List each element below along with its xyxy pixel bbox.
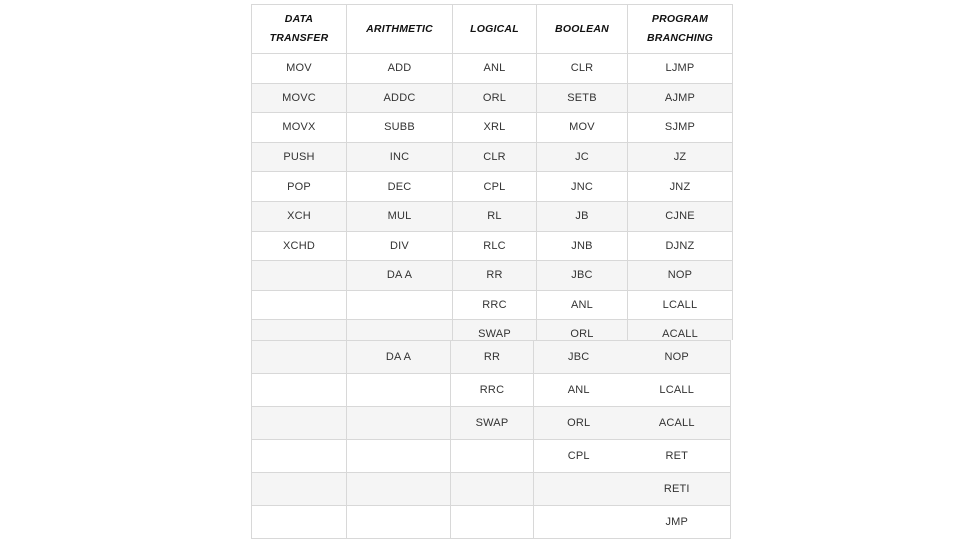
table-cell: JC bbox=[537, 142, 628, 172]
table-cell: RET bbox=[624, 440, 731, 473]
table-cell: RR bbox=[453, 261, 537, 291]
table-cell: INC bbox=[347, 142, 453, 172]
table-cell: AJMP bbox=[628, 83, 733, 113]
table-row bbox=[252, 320, 733, 340]
table-cell: RRC bbox=[451, 374, 534, 407]
table-cell bbox=[451, 473, 534, 506]
table-cell: ANL bbox=[534, 374, 624, 407]
table-cell: DA A bbox=[347, 341, 451, 374]
table-cell: RETI bbox=[624, 473, 731, 506]
table-cell: MOV bbox=[252, 54, 347, 84]
instruction-table-top bbox=[251, 4, 733, 340]
table-cell: CLR bbox=[537, 54, 628, 84]
table-cell: ADDC bbox=[347, 83, 453, 113]
table-cell: MOVX bbox=[252, 113, 347, 143]
table-row bbox=[252, 231, 733, 261]
table-cell bbox=[347, 290, 453, 320]
table-cell: JZ bbox=[628, 142, 733, 172]
table-row bbox=[252, 142, 733, 172]
table-row bbox=[252, 374, 731, 407]
table-cell bbox=[347, 407, 451, 440]
table-cell: MOV bbox=[537, 113, 628, 143]
table-cell: LCALL bbox=[628, 290, 733, 320]
table-cell: RR bbox=[451, 341, 534, 374]
table-cell: JBC bbox=[534, 341, 624, 374]
table-cell: DA A bbox=[347, 261, 453, 291]
table-row bbox=[252, 54, 733, 84]
table-row bbox=[252, 473, 731, 506]
table-row bbox=[252, 290, 733, 320]
table-cell bbox=[252, 506, 347, 539]
table-cell bbox=[252, 407, 347, 440]
table-row bbox=[252, 261, 733, 291]
table-cell: JBC bbox=[537, 261, 628, 291]
table-cell bbox=[347, 320, 453, 340]
header-row bbox=[252, 5, 733, 54]
table-cell: RRC bbox=[453, 290, 537, 320]
table-row bbox=[252, 113, 733, 143]
table-cell: CPL bbox=[534, 440, 624, 473]
header-arithmetic: ARITHMETIC bbox=[347, 5, 453, 54]
table-cell bbox=[252, 261, 347, 291]
table-cell: SJMP bbox=[628, 113, 733, 143]
table-cell: JNZ bbox=[628, 172, 733, 202]
header-data-transfer: DATA TRANSFER bbox=[252, 5, 347, 54]
table-cell: ACALL bbox=[624, 407, 731, 440]
table-row bbox=[252, 201, 733, 231]
table-cell: POP bbox=[252, 172, 347, 202]
table-cell: SETB bbox=[537, 83, 628, 113]
table-cell: SWAP bbox=[453, 320, 537, 340]
table-cell: JMP bbox=[624, 506, 731, 539]
header-logical: LOGICAL bbox=[453, 5, 537, 54]
table-cell: ADD bbox=[347, 54, 453, 84]
table-cell: MOVC bbox=[252, 83, 347, 113]
table-cell: ANL bbox=[537, 290, 628, 320]
table-cell: DIV bbox=[347, 231, 453, 261]
table-cell: XRL bbox=[453, 113, 537, 143]
table-cell: DJNZ bbox=[628, 231, 733, 261]
table-cell bbox=[347, 473, 451, 506]
table-cell bbox=[252, 290, 347, 320]
table-cell bbox=[252, 341, 347, 374]
instruction-table-top-clip bbox=[251, 4, 733, 340]
instruction-table-bottom bbox=[251, 340, 731, 539]
table-cell: SUBB bbox=[347, 113, 453, 143]
table-cell: ACALL bbox=[628, 320, 733, 340]
table-cell: LJMP bbox=[628, 54, 733, 84]
table-cell: CPL bbox=[453, 172, 537, 202]
table-cell: LCALL bbox=[624, 374, 731, 407]
table-cell: NOP bbox=[628, 261, 733, 291]
table-cell bbox=[534, 506, 624, 539]
header-program-branching: PROGRAM BRANCHING bbox=[628, 5, 733, 54]
table-cell bbox=[347, 374, 451, 407]
table-cell: JNB bbox=[537, 231, 628, 261]
table-row bbox=[252, 407, 731, 440]
table-cell bbox=[252, 320, 347, 340]
table-cell: XCH bbox=[252, 201, 347, 231]
table-cell: RLC bbox=[453, 231, 537, 261]
table-cell bbox=[252, 440, 347, 473]
table-cell: SWAP bbox=[451, 407, 534, 440]
table-cell: JNC bbox=[537, 172, 628, 202]
table-row bbox=[252, 341, 731, 374]
table-row bbox=[252, 506, 731, 539]
table-cell: NOP bbox=[624, 341, 731, 374]
table-row bbox=[252, 440, 731, 473]
table-cell: ORL bbox=[534, 407, 624, 440]
table-cell bbox=[252, 473, 347, 506]
table-cell: CJNE bbox=[628, 201, 733, 231]
table-cell: ORL bbox=[453, 83, 537, 113]
table-cell bbox=[252, 374, 347, 407]
table-cell bbox=[451, 506, 534, 539]
table-cell: CLR bbox=[453, 142, 537, 172]
table-cell: ANL bbox=[453, 54, 537, 84]
table-cell: PUSH bbox=[252, 142, 347, 172]
header-boolean: BOOLEAN bbox=[537, 5, 628, 54]
table-cell: RL bbox=[453, 201, 537, 231]
table-cell bbox=[451, 440, 534, 473]
table-cell: XCHD bbox=[252, 231, 347, 261]
table-cell: MUL bbox=[347, 201, 453, 231]
table-cell: ORL bbox=[537, 320, 628, 340]
table-cell: DEC bbox=[347, 172, 453, 202]
table-row bbox=[252, 83, 733, 113]
table-cell: JB bbox=[537, 201, 628, 231]
table-row bbox=[252, 172, 733, 202]
table-cell bbox=[347, 440, 451, 473]
table-cell bbox=[347, 506, 451, 539]
table-cell bbox=[534, 473, 624, 506]
